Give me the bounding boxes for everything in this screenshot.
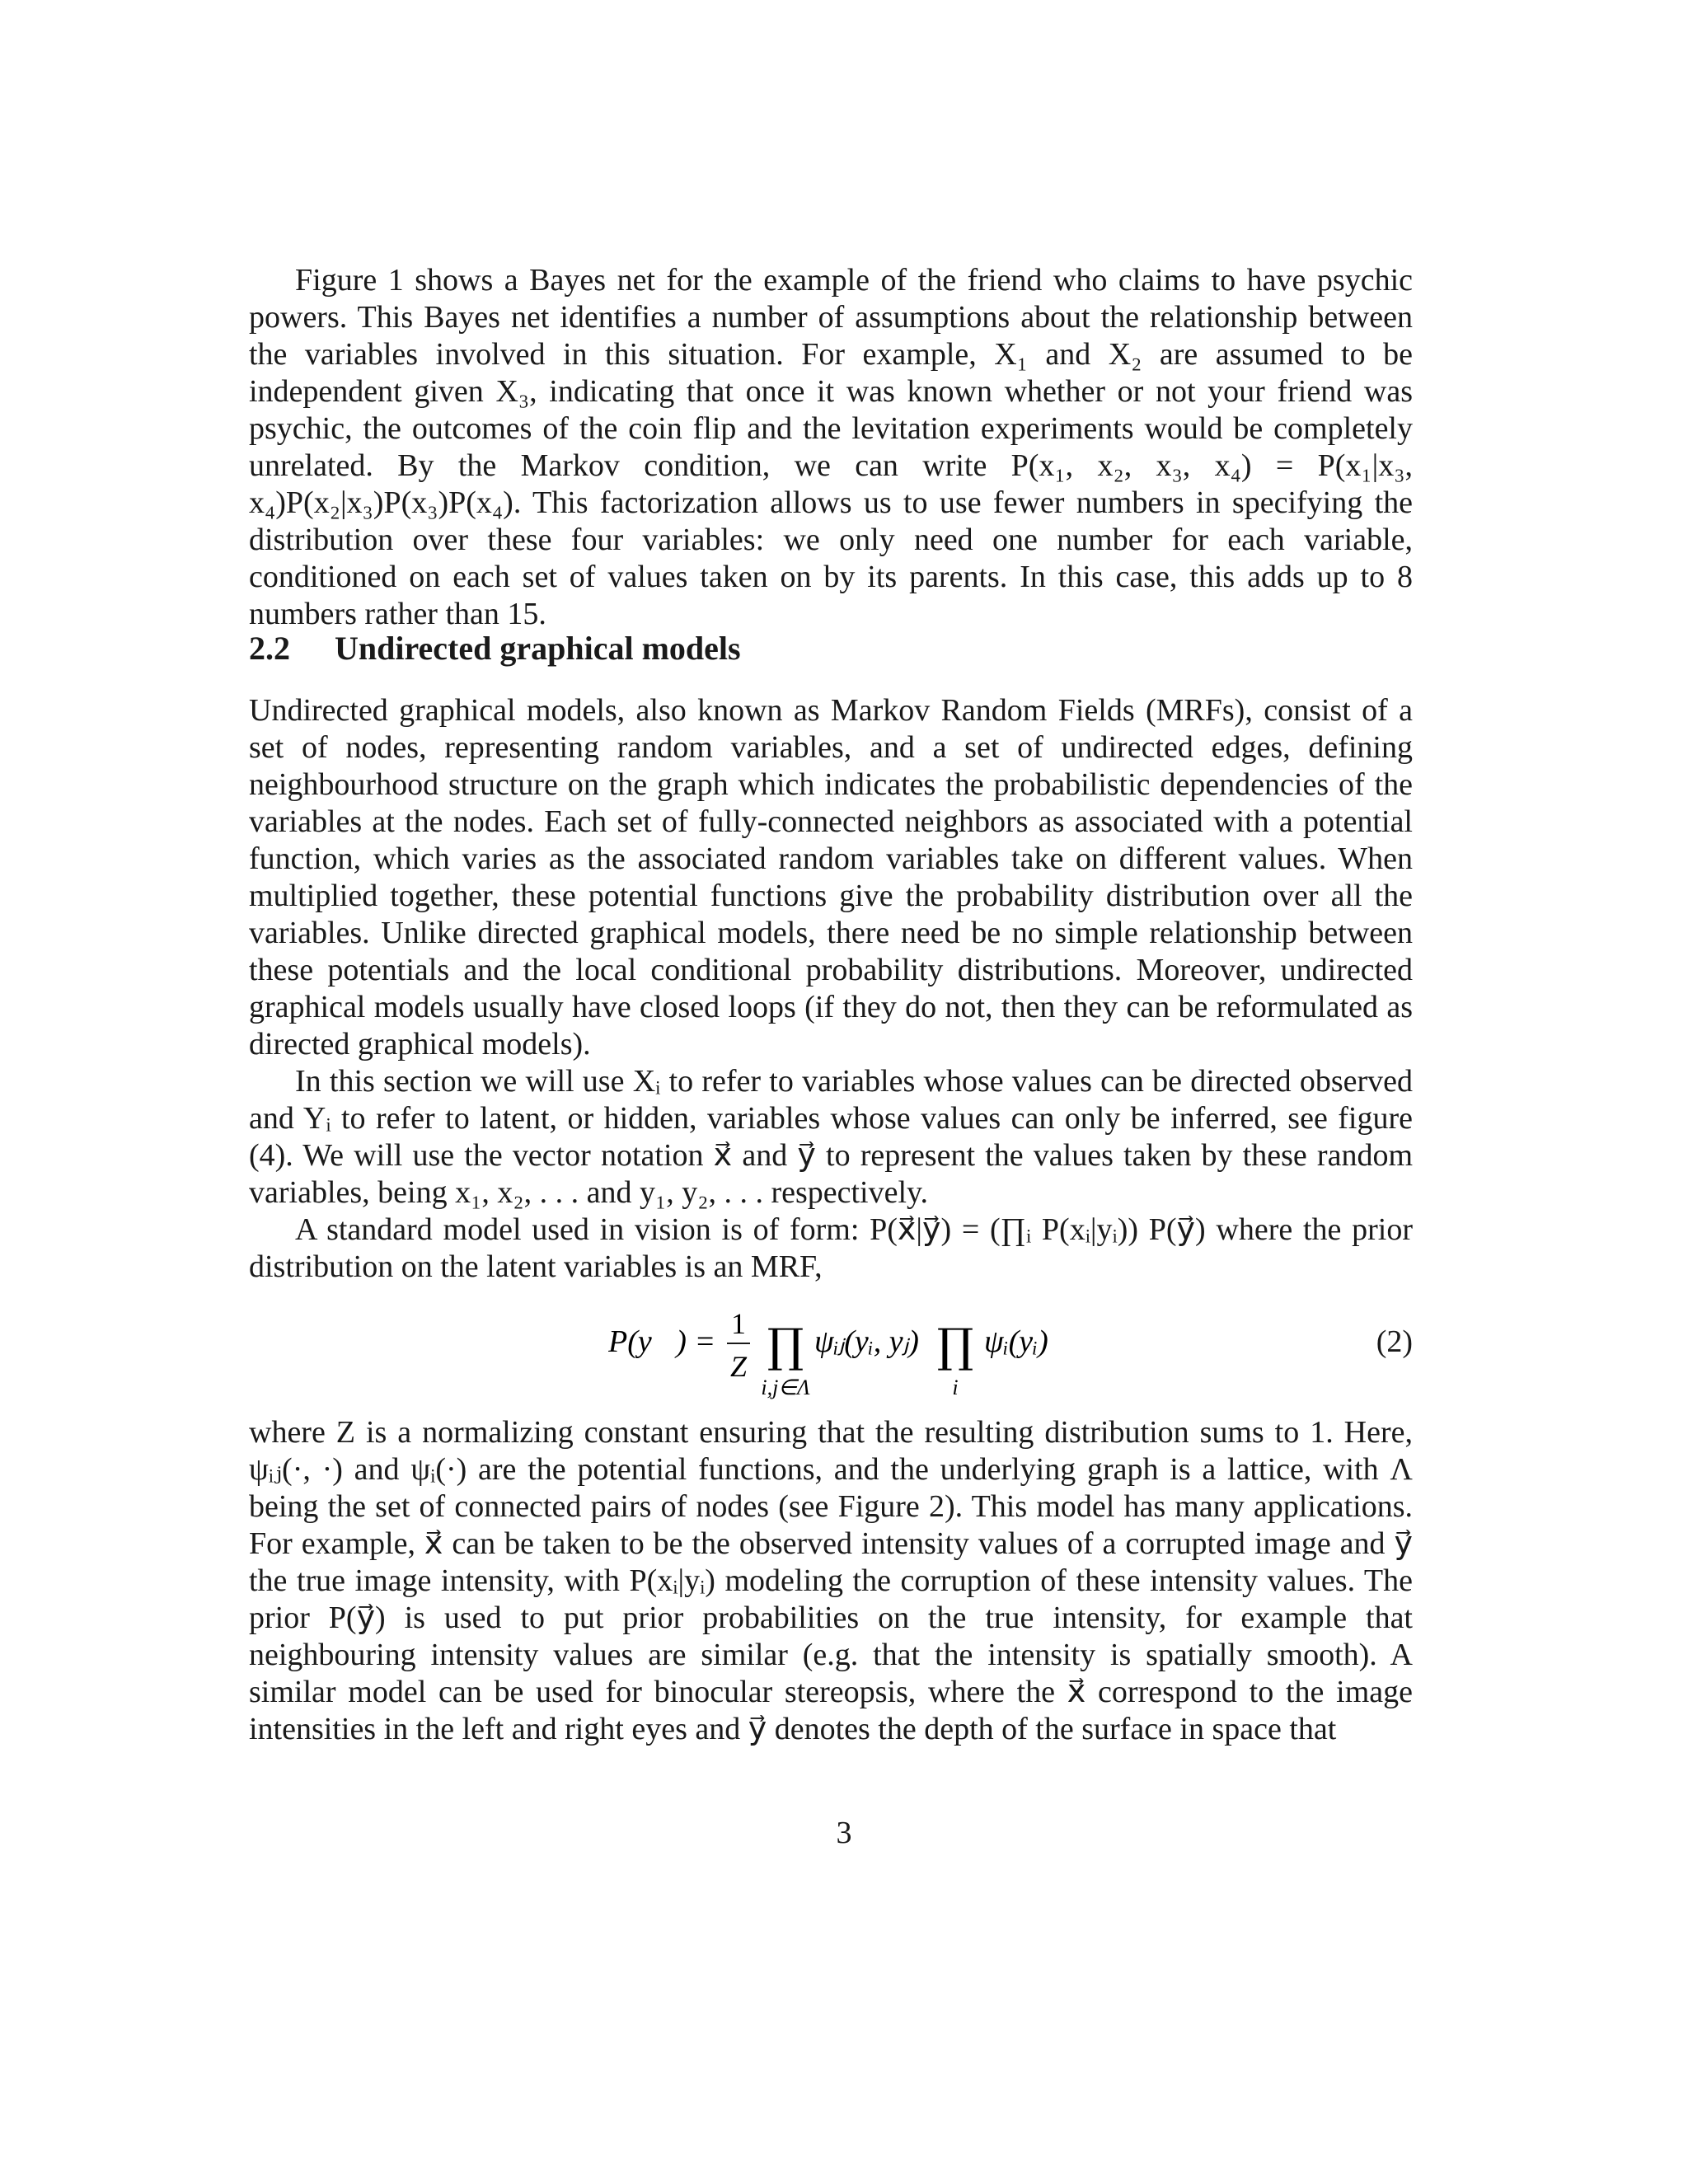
after-equation-text-block	[249, 1414, 1413, 1748]
equation-lhs: P(y⃗) =	[608, 1324, 716, 1359]
equation-number: (2)	[1376, 1324, 1413, 1359]
paragraph-notation: In this section we will use Xᵢ to refer to variables whose values can be directed observed and Yᵢ to refer to latent, or hidden, variables whose values can only be inferred, see figure (4). We will use the vector notation x⃗ and y⃗ to represent the values taken by these random variables, being x₁, x₂, . . . and y₁, y₂, . . . respectively.	[249, 1064, 1413, 1210]
paragraph-mrf-definition: Undirected graphical models, also known as Markov Random Fields (MRFs), consist of a set of nodes, representing random variables, and a set of undirected edges, defining neighbourhood structure on the graph which indicates the probabilistic dependencies of the variables at the nodes. Each set of fully-connected neighbors as associated with a potential function, which varies as the associated random variables take on different values. When multiplied together, these potential functions give the probability distribution over all the variables. Unlike directed graphical models, there need be no simple relationship between these potentials and the local conditional probability distributions. Moreover, undirected graphical models usually have closed loops (if they do not, then they can be reformulated as directed graphical models).	[249, 693, 1413, 1062]
equation-body	[608, 1294, 1070, 1401]
equation-2	[249, 1294, 1413, 1401]
equation-product-1-subscript: i,j∈Λ	[761, 1376, 810, 1399]
equation-product-symbol-1: ∏	[767, 1319, 804, 1373]
section-title: Undirected graphical models	[335, 630, 741, 667]
equation-unary-potential: ψᵢ(yᵢ)	[984, 1324, 1048, 1359]
section-number: 2.2	[249, 630, 290, 667]
paragraph-bayes-net: Figure 1 shows a Bayes net for the example of the friend who claims to have psychic powers. This Bayes net identifies a number of assumptions about the relationship between the variables involved in this situation. For example, X₁ and X₂ are assumed to be independent given X₃, indicating that once it was known whether or not your friend was psychic, the outcomes of the coin flip and the levitation experiments would be completely unrelated. By the Markov condition, we can write P(x₁, x₂, x₃, x₄) = P(x₁|x₃, x₄)P(x₂|x₃)P(x₃)P(x₄). This factorization allows us to use fewer numbers in specifying the distribution over these four variables: we only need one number for each variable, conditioned on each set of values taken on by its parents. In this case, this adds up to 8 numbers rather than 15.	[249, 263, 1413, 631]
equation-fraction-denominator: Z	[729, 1350, 748, 1383]
mrf-text-block	[249, 692, 1413, 1286]
page-number: 3	[836, 1816, 852, 1850]
paragraph-standard-model: A standard model used in vision is of form: P(x⃗|y⃗) = (∏ᵢ P(xᵢ|yᵢ)) P(y⃗) where the prior distribution on the latent variables is an MRF,	[249, 1212, 1413, 1284]
equation-product-2-subscript: i	[952, 1376, 959, 1399]
equation-fraction-numerator: 1	[731, 1307, 746, 1340]
paragraph-applications: where Z is a normalizing constant ensuring that the resulting distribution sums to 1. Here, ψᵢⱼ(·, ·) and ψᵢ(·) are the potential functions, and the underlying graph is a lattice, with Λ being the set of connected pairs of nodes (see Figure 2). This model has many applications. For example, x⃗ can be taken to be the observed intensity values of a corrupted image and y⃗ the true image intensity, with P(xᵢ|yᵢ) modeling the corruption of these intensity values. The prior P(y⃗) is used to put prior probabilities on the true intensity, for example that neighbouring intensity values are similar (e.g. that the intensity is spatially smooth). A similar model can be used for binocular stereopsis, where the x⃗ correspond to the image intensities in the left and right eyes and y⃗ denotes the depth of the surface in space that	[249, 1415, 1413, 1746]
intro-text-block	[249, 262, 1413, 633]
equation-product-symbol-2: ∏	[936, 1319, 974, 1373]
section-heading	[249, 628, 741, 669]
equation-pairwise-potential: ψᵢⱼ(yᵢ, yⱼ)	[814, 1324, 919, 1359]
